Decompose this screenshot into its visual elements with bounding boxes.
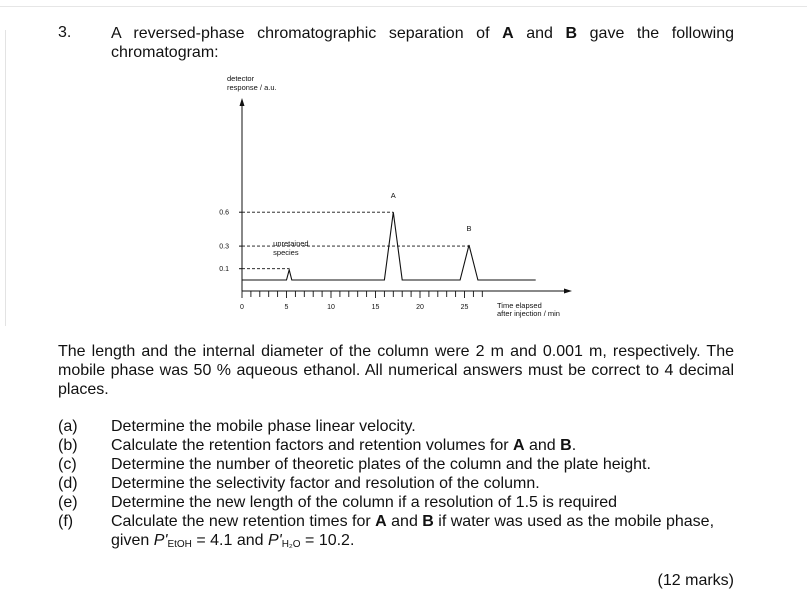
y-tick-label: 0.3 — [219, 243, 229, 251]
x-tick-label: 20 — [416, 304, 424, 311]
polarity-p-ethanol: P' — [153, 532, 168, 549]
compound-a: A — [502, 25, 514, 42]
left-margin-line — [0, 30, 6, 326]
subscript-h2o: H₂O — [281, 539, 301, 550]
part-f-text-1: Calculate the new retention times for — [111, 513, 376, 530]
part-f-eq2: = 10.2. — [300, 532, 355, 549]
part-d-label: (d) — [58, 475, 78, 492]
intro-and: and — [513, 25, 566, 42]
x-ticks — [240, 291, 482, 311]
subscript-etoh: EtOH — [167, 539, 192, 550]
chromatogram-chart — [200, 70, 580, 325]
part-d — [58, 474, 748, 493]
x-axis-label-line2: after injection / min — [497, 309, 560, 318]
y-axis-label-line1: detector — [227, 74, 255, 83]
part-e-label: (e) — [58, 494, 78, 511]
part-b-and: and — [524, 437, 561, 454]
part-c-label: (c) — [58, 456, 77, 473]
unretained-label-line1: unretained — [273, 238, 309, 248]
part-a — [58, 417, 748, 436]
part-f — [58, 512, 748, 552]
intro-text-2: gave the following chromatogram: — [111, 25, 735, 61]
part-c-text: Determine the number of theoretic plates of the column and the plate height. — [111, 456, 651, 473]
y-ticks — [219, 210, 242, 274]
marks-label: (12 marks) — [657, 572, 734, 589]
part-b-end: . — [571, 437, 577, 454]
column-description: The length and the internal diameter of the column were 2 m and 0.001 m, respectively. The mobile phase was 50 % aqueous ethanol. All numerical answers must be correct to 4 decimal places. — [58, 343, 734, 398]
part-f-compound-a: A — [375, 513, 387, 530]
top-divider — [0, 6, 807, 7]
y-tick-label: 0.1 — [219, 266, 229, 274]
part-f-label: (f) — [58, 513, 74, 530]
part-f-text — [111, 512, 748, 552]
part-e-text: Determine the new length of the column if a resolution of 1.5 is required — [111, 494, 618, 511]
question-number: 3. — [58, 24, 72, 41]
x-axis-label-line1: Time elapsed — [497, 301, 542, 310]
polarity-p-water: P' — [267, 532, 282, 549]
peak-annotations — [273, 191, 471, 257]
part-b-text — [111, 436, 748, 455]
unretained-label-line2: species — [273, 247, 299, 257]
question-intro — [111, 24, 734, 62]
x-tick-label: 0 — [240, 304, 244, 311]
part-b-text-1: Calculate the retention factors and retention volumes for — [111, 437, 513, 454]
x-tick-label: 5 — [284, 304, 289, 311]
part-b-compound-b: B — [560, 437, 572, 454]
y-axis-arrow — [240, 98, 245, 106]
part-f-compound-b: B — [422, 513, 434, 530]
x-tick-label: 25 — [460, 304, 469, 311]
x-tick-label: 15 — [371, 304, 380, 311]
part-c — [58, 455, 748, 474]
part-d-text: Determine the selectivity factor and resolution of the column. — [111, 475, 540, 492]
peak-b-label: B — [466, 223, 472, 233]
y-tick-label: 0.6 — [219, 209, 229, 217]
part-a-text: Determine the mobile phase linear velocity. — [111, 418, 416, 435]
part-f-given: given — [111, 532, 154, 549]
x-tick-label: 10 — [327, 304, 335, 311]
part-e — [58, 493, 748, 512]
question-parts — [58, 417, 748, 552]
x-axis-arrow — [564, 289, 572, 294]
compound-b: B — [565, 25, 578, 42]
part-b-compound-a: A — [513, 437, 525, 454]
peak-a-label: A — [390, 191, 396, 201]
part-b-label: (b) — [58, 437, 78, 454]
intro-text-1: A reversed-phase chromatographic separation of — [111, 25, 503, 42]
y-axis-label-line2: response / a.u. — [227, 83, 277, 92]
part-b — [58, 436, 748, 455]
part-f-and: and — [386, 513, 423, 530]
part-f-text-2: if water was used as the mobile phase, — [433, 513, 715, 530]
part-f-eq1: = 4.1 and — [191, 532, 268, 549]
part-a-label: (a) — [58, 418, 78, 435]
